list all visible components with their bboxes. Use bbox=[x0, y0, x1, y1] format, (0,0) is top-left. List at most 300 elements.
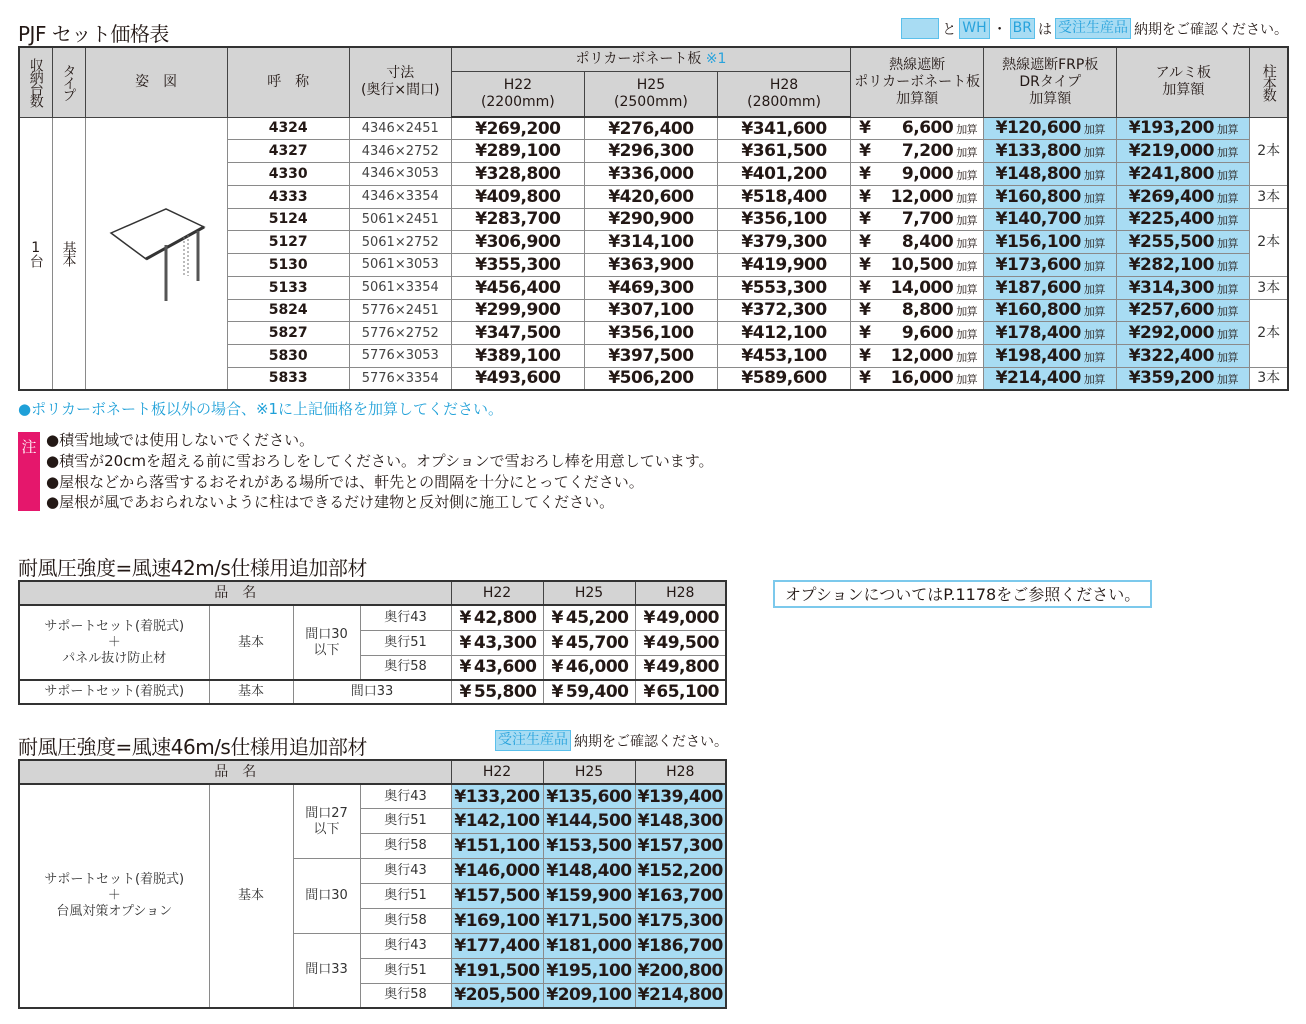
header-label: 柱本数 bbox=[1260, 64, 1277, 101]
amount: 14,000 bbox=[890, 277, 954, 298]
h25-price bbox=[543, 680, 635, 704]
amount: 9,600 bbox=[901, 323, 954, 344]
name-cell: 5827 bbox=[227, 322, 349, 345]
amount: 49,500 bbox=[656, 632, 719, 653]
made-to-order-chip: 受注生産品 bbox=[1055, 18, 1131, 39]
amount-wrap bbox=[1140, 164, 1238, 184]
yen-symbol: ¥ bbox=[608, 300, 620, 321]
price-value bbox=[851, 232, 983, 252]
header-alu: アルミ板 加算額 bbox=[1117, 47, 1250, 117]
yen-symbol: ¥ bbox=[741, 277, 753, 298]
heat-add-price bbox=[851, 345, 984, 368]
amount-wrap bbox=[566, 633, 629, 653]
amount: 401,200 bbox=[752, 163, 827, 184]
alu-add-price bbox=[1117, 322, 1250, 345]
add-suffix: 加算 bbox=[1083, 282, 1105, 296]
amount-wrap bbox=[620, 300, 694, 320]
amount: 187,600 bbox=[1006, 277, 1081, 298]
amount-wrap bbox=[474, 608, 537, 628]
amount-wrap bbox=[656, 657, 719, 677]
item-width: 間口30 以下 bbox=[293, 605, 360, 680]
amount-wrap bbox=[649, 936, 723, 956]
yen-symbol: ¥ bbox=[859, 254, 871, 275]
h22-price bbox=[451, 834, 543, 859]
amount: 328,800 bbox=[486, 163, 561, 184]
yen-symbol: ¥ bbox=[859, 300, 871, 321]
price-value bbox=[984, 255, 1116, 275]
h28-price bbox=[718, 231, 851, 254]
name-cell: 5830 bbox=[227, 345, 349, 368]
amount-wrap bbox=[487, 209, 561, 229]
amount-wrap bbox=[620, 187, 694, 207]
h22-price bbox=[451, 299, 584, 322]
alu-add-price bbox=[1117, 276, 1250, 299]
add-suffix: 加算 bbox=[1083, 237, 1105, 251]
h25-price bbox=[543, 933, 635, 958]
amount-wrap bbox=[566, 657, 629, 677]
h25-price bbox=[584, 276, 717, 299]
item-depth: 奥行58 bbox=[360, 908, 451, 933]
amount: 173,600 bbox=[1006, 254, 1081, 275]
price-value bbox=[452, 811, 543, 831]
yen-symbol: ¥ bbox=[859, 368, 871, 389]
add-suffix: 加算 bbox=[1083, 191, 1105, 205]
add-suffix: 加算 bbox=[956, 146, 978, 160]
header-heat: 熱線遮断 ポリカーボネート板 加算額 bbox=[851, 47, 984, 117]
price-value bbox=[544, 985, 635, 1005]
yen-symbol: ¥ bbox=[995, 118, 1007, 139]
amount-wrap bbox=[1140, 278, 1238, 298]
heat-add-price bbox=[851, 208, 984, 231]
add-suffix: 加算 bbox=[956, 282, 978, 296]
size-cell: 5776×3053 bbox=[349, 345, 451, 368]
amount-wrap bbox=[466, 985, 540, 1005]
amount: 42,800 bbox=[473, 607, 537, 628]
amount-wrap bbox=[753, 187, 827, 207]
yen-symbol: ¥ bbox=[637, 960, 649, 981]
amount-wrap bbox=[1140, 118, 1238, 138]
item-type: 基本 bbox=[209, 784, 293, 1008]
yen-symbol: ¥ bbox=[995, 368, 1007, 389]
price-value bbox=[452, 300, 584, 320]
header-h25 bbox=[584, 71, 717, 117]
table-row bbox=[19, 605, 726, 630]
amount-wrap bbox=[891, 255, 978, 275]
price-value bbox=[718, 300, 850, 320]
price-value bbox=[452, 836, 543, 856]
amount-wrap bbox=[1007, 300, 1105, 320]
yen-symbol: ¥ bbox=[454, 886, 466, 906]
pillar-count: 2本 bbox=[1250, 117, 1288, 185]
amount: 175,300 bbox=[648, 910, 723, 931]
price-value bbox=[636, 787, 726, 807]
h22-price bbox=[451, 345, 584, 368]
frp-add-price bbox=[984, 117, 1117, 140]
heat-add-price bbox=[851, 140, 984, 163]
h22-price bbox=[451, 231, 584, 254]
amount-wrap bbox=[474, 682, 537, 702]
yen-symbol: ¥ bbox=[995, 186, 1007, 207]
price-value bbox=[544, 608, 635, 628]
amount: 225,400 bbox=[1140, 209, 1214, 230]
h22-price bbox=[451, 163, 584, 186]
price-value bbox=[452, 682, 543, 702]
amount: 296,300 bbox=[619, 141, 694, 162]
yen-symbol: ¥ bbox=[475, 118, 487, 139]
price-value bbox=[585, 346, 717, 366]
price-value bbox=[851, 346, 983, 366]
add-suffix: 加算 bbox=[1216, 123, 1238, 137]
legend-text: 納期をご確認ください。 bbox=[574, 733, 728, 750]
h22-price bbox=[451, 809, 543, 834]
add-suffix: 加算 bbox=[1083, 214, 1105, 228]
pillar-count: 3本 bbox=[1250, 367, 1288, 390]
amount: 171,500 bbox=[557, 910, 632, 931]
add-suffix: 加算 bbox=[1083, 259, 1105, 273]
yen-symbol: ¥ bbox=[637, 910, 649, 931]
price-value bbox=[452, 278, 584, 298]
amount: 120,600 bbox=[1006, 118, 1081, 139]
h22-price bbox=[451, 884, 543, 909]
price-value bbox=[984, 164, 1116, 184]
yen-symbol: ¥ bbox=[454, 786, 466, 807]
h22-price bbox=[451, 185, 584, 208]
amount-wrap bbox=[1007, 118, 1105, 138]
h22-price bbox=[451, 630, 543, 655]
h22-price bbox=[451, 367, 584, 390]
amount-wrap bbox=[1140, 323, 1238, 343]
pillar-count: 2本 bbox=[1250, 299, 1288, 367]
amount: 140,700 bbox=[1006, 209, 1081, 230]
amount-wrap bbox=[487, 119, 561, 139]
alu-add-price bbox=[1117, 231, 1250, 254]
amount-wrap bbox=[753, 119, 827, 139]
yen-symbol: ¥ bbox=[475, 277, 487, 298]
yen-symbol: ¥ bbox=[475, 345, 487, 366]
item-width: 間口33 bbox=[293, 933, 360, 1008]
amount-wrap bbox=[487, 368, 561, 388]
amount-wrap bbox=[753, 232, 827, 252]
h25-price bbox=[584, 254, 717, 277]
amount: 379,300 bbox=[752, 232, 827, 253]
add-suffix: 加算 bbox=[1083, 168, 1105, 182]
amount: 151,100 bbox=[465, 836, 540, 857]
h25-price bbox=[543, 605, 635, 630]
amount: 356,100 bbox=[619, 323, 694, 344]
amount-wrap bbox=[474, 633, 537, 653]
legend-text: ・ bbox=[992, 21, 1007, 38]
item-type: 基本 bbox=[209, 680, 293, 704]
yen-symbol: ¥ bbox=[608, 141, 620, 162]
h25-price bbox=[584, 299, 717, 322]
amount: 191,500 bbox=[465, 960, 540, 981]
yen-symbol: ¥ bbox=[1128, 254, 1141, 275]
item-width: 間口30 bbox=[293, 859, 360, 934]
amount: 289,100 bbox=[486, 141, 561, 162]
price-value bbox=[636, 633, 726, 653]
wind42-title: 耐風圧強度=風速42m/s仕様用追加部材 bbox=[18, 556, 367, 580]
yen-symbol: ¥ bbox=[1128, 345, 1141, 366]
yen-symbol: ¥ bbox=[995, 300, 1007, 321]
yen-symbol: ¥ bbox=[546, 886, 558, 906]
amount-wrap bbox=[466, 787, 540, 807]
price-value bbox=[452, 346, 584, 366]
yen-symbol: ¥ bbox=[608, 163, 620, 184]
size-cell: 4346×3354 bbox=[349, 185, 451, 208]
alu-add-price bbox=[1117, 299, 1250, 322]
header-type bbox=[52, 47, 85, 117]
h25-price bbox=[543, 655, 635, 680]
amount: 299,900 bbox=[486, 300, 561, 321]
price-value bbox=[585, 300, 717, 320]
amount-wrap bbox=[649, 787, 723, 807]
yen-symbol: ¥ bbox=[995, 345, 1007, 366]
amount: 589,600 bbox=[752, 368, 827, 389]
amount: 359,200 bbox=[1140, 368, 1214, 389]
amount: 195,100 bbox=[557, 960, 632, 981]
amount: 209,100 bbox=[557, 985, 632, 1006]
price-value bbox=[636, 911, 726, 931]
size-cell: 5061×2451 bbox=[349, 208, 451, 231]
heat-add-price bbox=[851, 185, 984, 208]
yen-symbol: ¥ bbox=[643, 632, 655, 653]
amount-wrap bbox=[466, 886, 540, 906]
yen-symbol: ¥ bbox=[643, 607, 655, 628]
amount-wrap bbox=[753, 323, 827, 343]
price-value bbox=[984, 232, 1116, 252]
warning-item: ●屋根が風であおられないように柱はできるだけ建物と反対側に施工してください。 bbox=[46, 493, 615, 512]
amount-wrap bbox=[1007, 278, 1105, 298]
yen-symbol: ¥ bbox=[454, 910, 466, 931]
yen-symbol: ¥ bbox=[637, 836, 649, 857]
h28-price bbox=[635, 834, 726, 859]
amount-wrap bbox=[487, 323, 561, 343]
warning-list bbox=[46, 430, 714, 513]
heat-add-price bbox=[851, 117, 984, 140]
h28-price bbox=[635, 784, 726, 809]
amount-wrap bbox=[558, 886, 632, 906]
price-value bbox=[636, 985, 726, 1005]
amount-wrap bbox=[1007, 141, 1105, 161]
price-value bbox=[585, 232, 717, 252]
price-value bbox=[718, 209, 850, 229]
legend-text: は bbox=[1038, 21, 1052, 38]
add-suffix: 加算 bbox=[956, 237, 978, 251]
amount: 133,200 bbox=[465, 786, 540, 807]
h25-price bbox=[584, 345, 717, 368]
amount-wrap bbox=[620, 255, 694, 275]
price-value bbox=[544, 787, 635, 807]
amount: 269,200 bbox=[486, 118, 561, 139]
amount: 10,500 bbox=[890, 254, 954, 275]
warning-item: ●積雪が20cmを超える前に雪おろしをしてください。オプションで雪おろし棒を用意しています。 bbox=[46, 451, 714, 470]
h28-price bbox=[635, 859, 726, 884]
add-suffix: 加算 bbox=[1216, 168, 1238, 182]
amount: 205,500 bbox=[465, 985, 540, 1006]
amount: 9,000 bbox=[901, 163, 954, 184]
name-cell: 5130 bbox=[227, 254, 349, 277]
price-value bbox=[544, 657, 635, 677]
price-value bbox=[1117, 346, 1249, 366]
header-sub: (2800mm) bbox=[747, 93, 821, 110]
price-value bbox=[1117, 141, 1249, 161]
amount-wrap bbox=[566, 608, 629, 628]
amount: 139,400 bbox=[648, 786, 723, 807]
price-value bbox=[851, 278, 983, 298]
yen-symbol: ¥ bbox=[551, 632, 563, 653]
price-value bbox=[452, 608, 543, 628]
amount: 306,900 bbox=[486, 232, 561, 253]
price-value bbox=[452, 368, 584, 388]
price-value bbox=[1117, 300, 1249, 320]
price-value bbox=[585, 323, 717, 343]
alu-add-price bbox=[1117, 345, 1250, 368]
yen-symbol: ¥ bbox=[454, 861, 466, 882]
header-sub: (2200mm) bbox=[480, 93, 555, 110]
price-value bbox=[544, 836, 635, 856]
heat-add-price bbox=[851, 367, 984, 390]
header-name: 呼 称 bbox=[227, 47, 349, 117]
amount: 186,700 bbox=[648, 935, 723, 956]
amount: 290,900 bbox=[619, 209, 694, 230]
amount: 420,600 bbox=[619, 186, 694, 207]
name-cell: 5833 bbox=[227, 367, 349, 390]
price-value bbox=[1117, 232, 1249, 252]
item-width: 間口33 bbox=[293, 680, 451, 704]
yen-symbol: ¥ bbox=[546, 836, 558, 857]
yen-symbol: ¥ bbox=[1128, 186, 1141, 207]
size-cell: 5061×3053 bbox=[349, 254, 451, 277]
item-depth: 奥行43 bbox=[360, 859, 451, 884]
yen-symbol: ¥ bbox=[1128, 323, 1141, 344]
price-value bbox=[544, 961, 635, 981]
add-suffix: 加算 bbox=[1216, 146, 1238, 160]
add-suffix: 加算 bbox=[1216, 350, 1238, 364]
price-value bbox=[984, 278, 1116, 298]
price-value bbox=[851, 300, 983, 320]
h25-price bbox=[584, 231, 717, 254]
price-value bbox=[585, 255, 717, 275]
br-chip: BR bbox=[1010, 18, 1035, 39]
item-depth: 奥行51 bbox=[360, 630, 451, 655]
alu-add-price bbox=[1117, 163, 1250, 186]
price-value bbox=[452, 187, 584, 207]
yen-symbol: ¥ bbox=[637, 786, 649, 807]
amount-wrap bbox=[620, 323, 694, 343]
yen-symbol: ¥ bbox=[475, 323, 487, 344]
yen-symbol: ¥ bbox=[608, 277, 620, 298]
yen-symbol: ¥ bbox=[1128, 300, 1141, 321]
amount: 8,800 bbox=[901, 300, 954, 321]
amount-wrap bbox=[1140, 300, 1238, 320]
price-value bbox=[452, 961, 543, 981]
amount: 214,800 bbox=[648, 985, 723, 1006]
amount-wrap bbox=[487, 300, 561, 320]
price-value bbox=[585, 278, 717, 298]
header-pillars bbox=[1250, 47, 1288, 117]
amount-wrap bbox=[620, 209, 694, 229]
yen-symbol: ¥ bbox=[546, 960, 558, 981]
amount: 193,200 bbox=[1140, 118, 1214, 139]
amount-wrap bbox=[891, 278, 978, 298]
add-suffix: 加算 bbox=[956, 305, 978, 319]
add-suffix: 加算 bbox=[956, 123, 978, 137]
alu-add-price bbox=[1117, 185, 1250, 208]
add-suffix: 加算 bbox=[1216, 214, 1238, 228]
price-value bbox=[984, 187, 1116, 207]
amount-wrap bbox=[558, 861, 632, 881]
item-depth: 奥行51 bbox=[360, 958, 451, 983]
amount: 135,600 bbox=[557, 786, 632, 807]
h28-price bbox=[635, 908, 726, 933]
amount: 146,000 bbox=[465, 861, 540, 882]
amount: 6,600 bbox=[901, 118, 954, 139]
amount-wrap bbox=[656, 633, 719, 653]
header-label: 収納台数 bbox=[27, 58, 44, 107]
amount-wrap bbox=[1007, 232, 1105, 252]
h22-price bbox=[451, 908, 543, 933]
price-value bbox=[636, 886, 726, 906]
price-value bbox=[718, 323, 850, 343]
amount-wrap bbox=[753, 300, 827, 320]
header-label: タイプ bbox=[60, 64, 77, 101]
heat-add-price bbox=[851, 254, 984, 277]
amount: 292,000 bbox=[1140, 323, 1214, 344]
warning-item: ●積雪地域では使用しないでください。 bbox=[46, 431, 315, 449]
warning-item: ●屋根などから落雪するおそれがある場所では、軒先との間隔を十分にとってください。 bbox=[46, 472, 644, 491]
amount-wrap bbox=[1007, 209, 1105, 229]
yen-symbol: ¥ bbox=[475, 209, 487, 230]
amount-wrap bbox=[620, 141, 694, 161]
yen-symbol: ¥ bbox=[1128, 209, 1141, 230]
yen-symbol: ¥ bbox=[608, 186, 620, 207]
add-suffix: 加算 bbox=[956, 168, 978, 182]
count-cell bbox=[19, 117, 52, 390]
add-suffix: 加算 bbox=[1083, 123, 1105, 137]
amount: 409,800 bbox=[486, 186, 561, 207]
frp-add-price bbox=[984, 231, 1117, 254]
name-cell: 4324 bbox=[227, 117, 349, 140]
h28-price bbox=[635, 630, 726, 655]
table-row bbox=[19, 117, 1288, 140]
item-name: サポートセット(着脱式) bbox=[19, 680, 209, 704]
yen-symbol: ¥ bbox=[741, 209, 753, 230]
yen-symbol: ¥ bbox=[1128, 163, 1141, 184]
h25-price bbox=[543, 983, 635, 1008]
h28-price bbox=[718, 208, 851, 231]
amount: 177,400 bbox=[465, 935, 540, 956]
amount-wrap bbox=[558, 985, 632, 1005]
h25-price bbox=[543, 908, 635, 933]
price-value bbox=[1117, 278, 1249, 298]
amount: 307,100 bbox=[619, 300, 694, 321]
add-suffix: 加算 bbox=[1083, 146, 1105, 160]
amount: 169,100 bbox=[465, 910, 540, 931]
h28-price bbox=[718, 367, 851, 390]
yen-symbol: ¥ bbox=[1128, 277, 1141, 298]
amount: 456,400 bbox=[486, 277, 561, 298]
h25-price bbox=[584, 163, 717, 186]
price-value bbox=[718, 141, 850, 161]
item-depth: 奥行58 bbox=[360, 834, 451, 859]
amount: 314,300 bbox=[1140, 277, 1214, 298]
price-value bbox=[984, 346, 1116, 366]
price-value bbox=[585, 119, 717, 139]
yen-symbol: ¥ bbox=[741, 141, 753, 162]
amount: 314,100 bbox=[619, 232, 694, 253]
price-value bbox=[585, 187, 717, 207]
amount-wrap bbox=[487, 164, 561, 184]
